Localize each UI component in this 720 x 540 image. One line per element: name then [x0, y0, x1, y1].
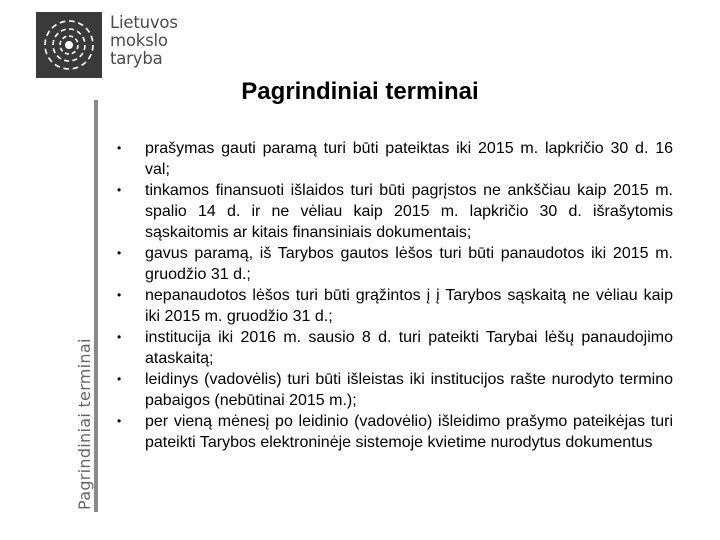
bullet-icon: •	[117, 414, 122, 428]
list-item-text: nepanaudotos lėšos turi būti grąžintos į į Tarybos sąskaitą ne vėliau kaip iki 2015 m. gruodžio 31 d.;	[145, 287, 673, 325]
list-item	[117, 369, 673, 411]
list-item-text: leidinys (vadovėlis) turi būti išleistas iki institucijos rašte nurodyto termino pabaigos (nebūtinai 2015 m.);	[145, 371, 673, 409]
logo-line: Lietuvos	[110, 13, 178, 32]
list-item	[117, 327, 673, 369]
page-title: Pagrindiniai terminai	[241, 78, 479, 105]
list-item	[117, 411, 673, 453]
list-item	[117, 285, 673, 327]
bullet-icon: •	[117, 372, 122, 386]
list-item	[117, 243, 673, 285]
sidebar-divider	[94, 100, 98, 512]
list-item-text: prašymas gauti paramą turi būti pateiktas iki 2015 m. lapkričio 30 d. 16 val;	[145, 140, 673, 178]
list-item-text: gavus paramą, iš Tarybos gautos lėšos turi būti panaudotos iki 2015 m. gruodžio 31 d.;	[145, 245, 673, 283]
bullet-icon: •	[117, 246, 122, 260]
list-item-text: per vieną mėnesį po leidinio (vadovėlio) išleidimo prašymo pateikėjas turi pateikti Tarybos elektroninėje sistemoje kvietime nurodytus dokumentus	[145, 413, 673, 451]
logo-line: taryba	[110, 49, 163, 68]
sidebar-vertical-label: Pagrindiniai terminai	[75, 338, 94, 510]
list-item-text: institucija iki 2016 m. sausio 8 d. turi pateikti Tarybai lėšų panaudojimo ataskaitą;	[145, 329, 673, 367]
logo-wordmark	[110, 14, 178, 68]
bullet-icon: •	[117, 330, 122, 344]
list-item	[117, 138, 673, 180]
bullet-icon: •	[117, 141, 122, 155]
bullet-icon: •	[117, 288, 122, 302]
list-item	[117, 180, 673, 243]
list-item-text: tinkamos finansuoti išlaidos turi būti pagrįstos ne ankščiau kaip 2015 m. spalio 14 d. ir ne vėliau kaip 2015 m. lapkričio 30 d. išrašytomis sąskaitomis ar kitais finansiniais dokumentais;	[145, 182, 673, 241]
lmt-logo-icon	[36, 12, 102, 78]
logo-line: mokslo	[110, 31, 168, 50]
bullet-icon: •	[117, 183, 122, 197]
terms-list	[117, 138, 673, 453]
